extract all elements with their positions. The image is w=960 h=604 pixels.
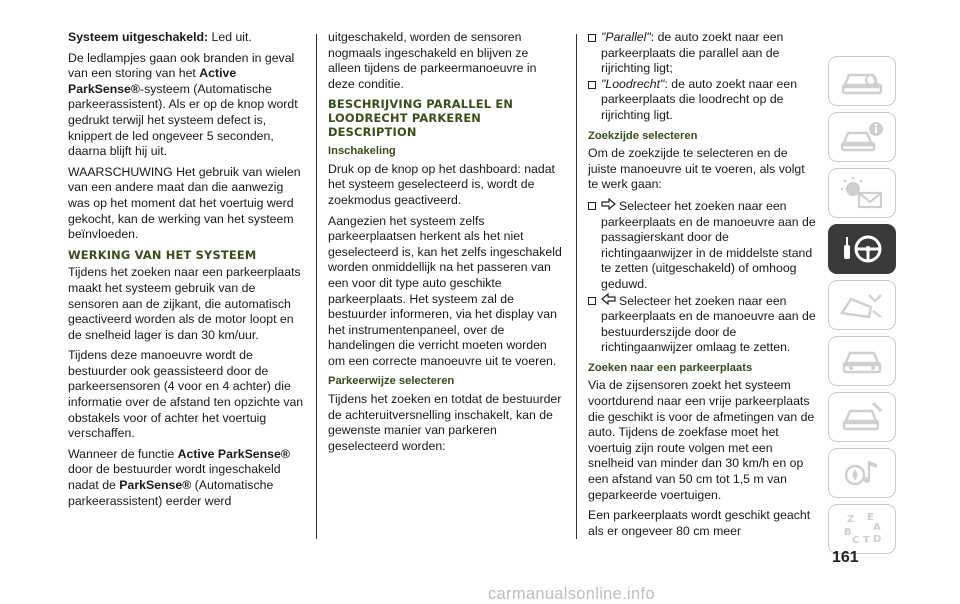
chapter-tabs xyxy=(828,56,898,560)
bullet-item: Selecteer het zoeken naar een parkeerplaats en de manoeuvre aan de passagierskant door de richtingaanwijzer in de middelste stand te zetten (uitgeschakeld) of omhoog geduwd. xyxy=(588,198,818,293)
bullet-square-icon xyxy=(588,81,596,89)
car-key-steering-icon xyxy=(839,231,885,267)
tab-index[interactable] xyxy=(828,504,896,554)
index-letter: E xyxy=(867,512,874,523)
car-info-icon xyxy=(839,119,885,155)
bullet-square-icon xyxy=(588,202,596,210)
paragraph: Om de zoekzijde te selecteren en de juiste manoeuvre uit te voeren, als volgt te werk gaan: xyxy=(588,146,805,192)
paragraph: Via de zijsensoren zoekt het systeem voortdurend naar een vrije parkeerplaats die geschikt is voor de afmetingen van de auto. Tijdens de zoekfase moet het voertuig zijn route volgen met een snelheid van minder dan 30 km/h en op een afstand van 50 cm tot 1,5 m van geparkeerde voertuigen. xyxy=(588,378,815,502)
subheading-zoeken: Zoeken naar een parkeerplaats xyxy=(588,361,753,374)
subheading-zoekzijde: Zoekzijde selecteren xyxy=(588,129,698,142)
turn-signal-left-icon xyxy=(601,293,616,305)
index-letter: T xyxy=(863,535,870,546)
text-column-2 xyxy=(328,30,564,459)
subheading-inschakeling: Inschakeling xyxy=(328,145,396,158)
column-divider xyxy=(316,34,317,539)
index-letter: C xyxy=(852,535,860,546)
paragraph: Tijdens het zoeken naar een parkeerplaats maakt het systeem gebruik van de sensoren aan de zijkant, die automatisch geactiveerd worden als de motor loopt en de snelheid lager is dan 30 km/uur. xyxy=(68,265,301,342)
paragraph: Aangezien het systeem zelfs parkeerplaatsen herkent als het niet geselecteerd is, kan het zelfs ingeschakeld worden onmiddellijk na het passeren van een voor dit type auto geschikte parkeerplaats. Het systeem zal de bestuurder informeren, via het display van het instrumentenpaneel, over de handelingen die verricht moeten worden om een correcte manoeuvre uit te voeren. xyxy=(328,213,562,368)
bullet-item: "Parallel": de auto zoekt naar een parkeerplaats die parallel aan de rijrichting ligt; xyxy=(588,30,818,77)
tab-warning-lights[interactable] xyxy=(828,168,896,218)
index-letter: A xyxy=(873,522,881,533)
tab-technical[interactable] xyxy=(828,392,896,442)
bullet-square-icon xyxy=(588,297,596,305)
paragraph: De ledlampjes gaan ook branden in geval van een storing van het Active ParkSense®-systeem (Automatische parkeerassistent). Als er op de knop wordt gedrukt terwijl het systeem defect is, knippert de led ongeveer 5 seconden, daarna blijft hij uit. xyxy=(68,50,298,159)
paragraph: Tijdens het zoeken en totdat de bestuurder de achteruitversnelling inschakelt, kan de gewenste manier van parkeren geselecteerd worden: xyxy=(328,392,562,453)
media-navigation-icon xyxy=(839,455,885,491)
section-heading-beschrijving: BESCHRIJVING PARALLEL EN LOODRECHT PARKEREN DESCRIPTION xyxy=(328,97,514,139)
tab-starting-driving[interactable] xyxy=(828,224,896,274)
car-dashboard-icon xyxy=(839,63,885,99)
bullet-square-icon xyxy=(588,34,596,42)
paragraph: Tijdens deze manoeuvre wordt de bestuurder ook geassisteerd door de parkeersensoren (4 voor en 4 achter) die informatie over de afstand ten opzichte van obstakels voor of achter het voertuig verschaffen. xyxy=(68,348,304,441)
page-number: 161 xyxy=(832,549,859,566)
watermark-text: carmanualsonline.info xyxy=(488,585,655,603)
tab-emergency[interactable] xyxy=(828,280,896,330)
subheading-parkeerwijze: Parkeerwijze selecteren xyxy=(328,375,455,388)
tab-car-info[interactable] xyxy=(828,112,896,162)
paragraph: Druk op de knop op het dashboard: nadat het systeem geselecteerd is, wordt de zoekmodus geactiveerd. xyxy=(328,161,555,207)
tab-service[interactable] xyxy=(828,336,896,386)
car-service-icon xyxy=(839,343,885,379)
turn-signal-right-icon xyxy=(601,198,616,210)
car-crash-icon xyxy=(839,287,885,323)
alphabet-index-icon xyxy=(839,511,885,547)
car-tools-icon xyxy=(839,399,885,435)
warning-paragraph: WAARSCHUWING Het gebruik van wielen van een andere maat dan die aanwezig was op het moment dat het voertuig werd gekocht, kan de werking van het systeem beïnvloeden. xyxy=(68,164,301,242)
paragraph: uitgeschakeld, worden de sensoren nogmaals ingeschakeld en blijven ze alleen tijdens de parkeermanoeuvre in deze conditie. xyxy=(328,30,537,91)
index-letter: Z xyxy=(847,514,855,525)
tab-dashboard[interactable] xyxy=(828,56,896,106)
paragraph: Systeem uitgeschakeld: Led uit. xyxy=(68,30,252,44)
section-heading-werking: WERKING VAN HET SYSTEEM xyxy=(68,247,257,262)
index-letter: B xyxy=(844,527,852,538)
text-column-3 xyxy=(588,30,818,544)
paragraph: Wanneer de functie Active ParkSense® door de bestuurder wordt ingeschakeld nadat de ParkSense® (Automatische parkeerassistent) eerder werd xyxy=(68,446,290,508)
index-letter: D xyxy=(873,534,882,545)
paragraph: Een parkeerplaats wordt geschikt geacht als er ongeveer 80 cm meer xyxy=(588,508,811,538)
column-divider xyxy=(576,34,577,539)
bullet-item: "Loodrecht": de auto zoekt naar een parkeerplaats die loodrecht op de rijrichting ligt. xyxy=(588,77,818,124)
tab-multimedia[interactable] xyxy=(828,448,896,498)
text-column-1 xyxy=(68,30,304,514)
warning-lights-mail-icon xyxy=(839,175,885,211)
bullet-item: Selecteer het zoeken naar een parkeerplaats en de manoeuvre aan de bestuurderszijde door de richtingaanwijzer omlaag te zetten. xyxy=(588,293,818,356)
